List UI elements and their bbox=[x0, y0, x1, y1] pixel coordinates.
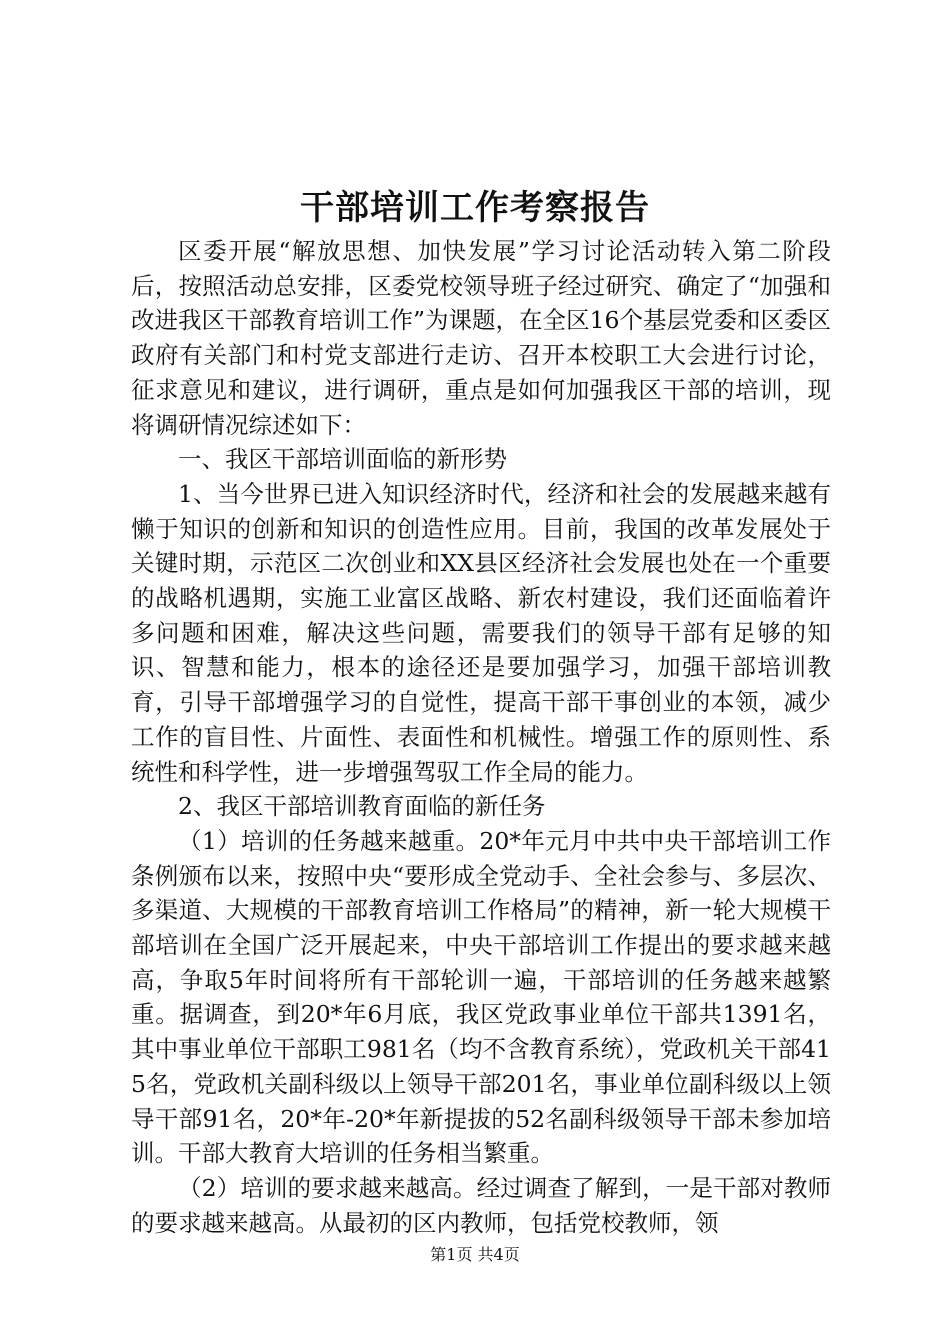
section-heading-1: 一、我区干部培训面临的新形势 bbox=[178, 445, 507, 474]
document-body bbox=[131, 234, 831, 1240]
paragraph-intro: 区委开展“解放思想、加快发展”学习讨论活动转入第二阶段后，按照活动总安排，区委党校领导班子经过研究、确定了“加强和改进我区干部教育培训工作”为课题，在全区16个基层党委和区委区政府有关部门和村党支部进行走访、召开本校职工大会进行讨论，征求意见和建议，进行调研，重点是如何加强我区干部的培训，现将调研情况综述如下： bbox=[131, 237, 831, 439]
page-footer: 第1页 共4页 bbox=[430, 1245, 520, 1264]
document-title: 干部培训工作考察报告 bbox=[300, 188, 650, 228]
paragraph-requirements: （2）培训的要求越来越高。经过调查了解到，一是干部对教师的要求越来越高。从最初的区内教师，包括党校教师，领 bbox=[131, 1173, 831, 1237]
paragraph-situation: 1、当今世界已进入知识经济时代，经济和社会的发展越来越有懒于知识的创新和知识的创造性应用。目前，我国的改革发展处于关键时期，示范区二次创业和XX县区经济社会发展也处在一个重要的战略机遇期，实施工业富区战略、新农村建设，我们还面临着许多问题和困难，解决这些问题，需要我们的领导干部有足够的知识、智慧和能力，根本的途径还是要加强学习，加强干部培训教育，引导干部增强学习的自觉性，提高干部干事创业的本领，减少工作的盲目性、片面性、表面性和机械性。增强工作的原则性、系统性和科学性，进一步增强驾驭工作全局的能力。 bbox=[131, 479, 831, 786]
section-heading-2: 2、我区干部培训教育面临的新任务 bbox=[178, 792, 546, 821]
paragraph-task-heavy: （1）培训的任务越来越重。20*年元月中共中央干部培训工作条例颁布以来，按照中央“要形成全党动手、全社会参与、多层次、多渠道、大规模的干部教育培训工作格局”的精神，新一轮大规模干部培训在全国广泛开展起来，中央干部培训工作提出的要求越来越高，争取5年时间将所有干部轮训一遍，干部培训的任务越来越繁重。据调查，到20*年6月底，我区党政事业单位干部共1391名，其中事业单位干部职工981名（均不含教育系统），党政机关干部415名，党政机关副科级以上领导干部201名，事业单位副科级以上领导干部91名，20*年-20*年新提拔的52名副科级领导干部未参加培训。干部大教育大培训的任务相当繁重。 bbox=[131, 826, 831, 1168]
